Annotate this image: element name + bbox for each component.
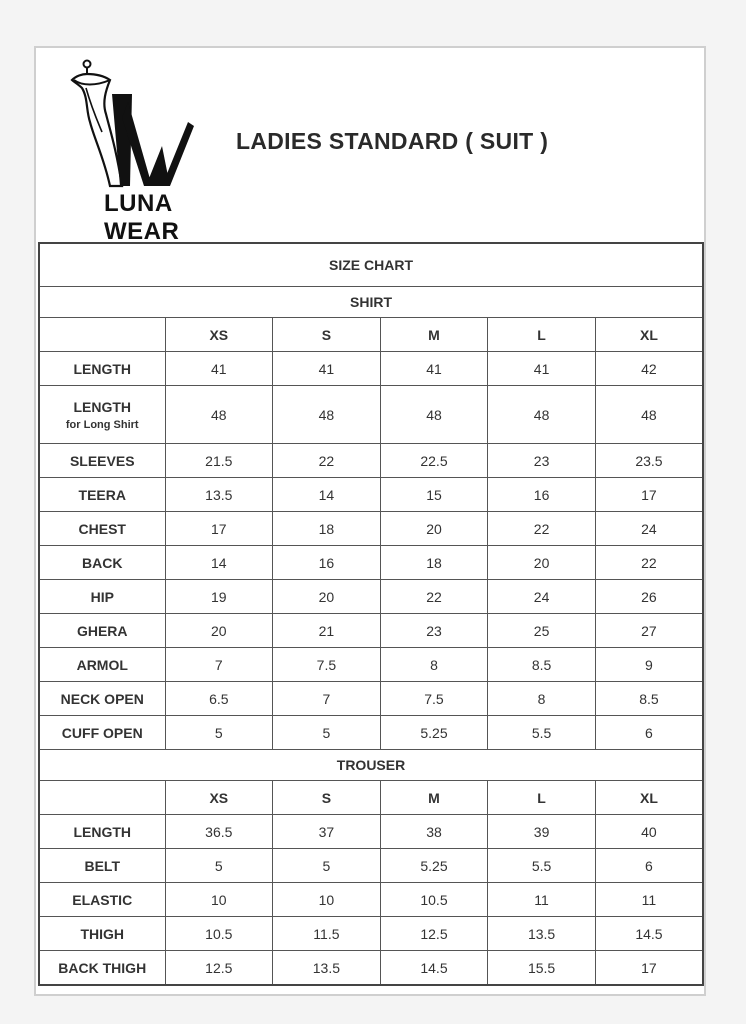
measurement-value: 41 [380, 352, 488, 386]
measurement-name: NECK OPEN [60, 690, 144, 707]
measurement-value: 23 [488, 444, 596, 478]
measurement-label [39, 648, 165, 682]
measurement-value: 41 [165, 352, 273, 386]
measurement-value: 14 [165, 546, 273, 580]
measurement-value: 48 [165, 386, 273, 444]
measurement-label [39, 815, 165, 849]
measurement-name: BACK [82, 554, 123, 571]
measurement-value: 22 [488, 512, 596, 546]
measurement-value: 6.5 [165, 682, 273, 716]
measurement-value: 8.5 [595, 682, 703, 716]
corner-cell [39, 318, 165, 352]
size-header-m: M [380, 318, 488, 352]
measurement-value: 9 [595, 648, 703, 682]
measurement-value: 41 [273, 352, 381, 386]
measurement-name: LENGTH [73, 360, 132, 377]
measurement-value: 21.5 [165, 444, 273, 478]
size-header-s: S [273, 781, 381, 815]
measurement-value: 21 [273, 614, 381, 648]
measurement-value: 6 [595, 849, 703, 883]
measurement-value: 20 [488, 546, 596, 580]
measurement-value: 48 [380, 386, 488, 444]
measurement-name: BACK THIGH [58, 959, 147, 976]
measurement-name: GHERA [76, 622, 128, 639]
measurement-value: 40 [595, 815, 703, 849]
measurement-value: 17 [165, 512, 273, 546]
measurement-value: 19 [165, 580, 273, 614]
table-row [39, 682, 703, 716]
measurement-value: 5.25 [380, 716, 488, 750]
measurement-value: 17 [595, 951, 703, 986]
measurement-label [39, 614, 165, 648]
measurement-value: 24 [488, 580, 596, 614]
measurement-value: 23.5 [595, 444, 703, 478]
measurement-value: 7.5 [273, 648, 381, 682]
measurement-value: 7.5 [380, 682, 488, 716]
measurement-value: 5.25 [380, 849, 488, 883]
measurement-value: 42 [595, 352, 703, 386]
measurement-value: 7 [165, 648, 273, 682]
measurement-name: CUFF OPEN [61, 724, 143, 741]
measurement-value: 16 [488, 478, 596, 512]
measurement-value: 37 [273, 815, 381, 849]
measurement-value: 41 [488, 352, 596, 386]
measurement-value: 22 [595, 546, 703, 580]
measurement-value: 12.5 [380, 917, 488, 951]
table-row [39, 386, 703, 444]
measurement-value: 5.5 [488, 849, 596, 883]
table-row [39, 614, 703, 648]
measurement-value: 36.5 [165, 815, 273, 849]
size-header-m: M [380, 781, 488, 815]
measurement-value: 20 [273, 580, 381, 614]
table-row [39, 951, 703, 986]
measurement-value: 25 [488, 614, 596, 648]
measurement-value: 10 [273, 883, 381, 917]
measurement-value: 13.5 [273, 951, 381, 986]
measurement-value: 11 [595, 883, 703, 917]
measurement-label [39, 478, 165, 512]
measurement-value: 7 [273, 682, 381, 716]
measurement-label [39, 546, 165, 580]
table-row [39, 883, 703, 917]
measurement-value: 18 [380, 546, 488, 580]
corner-cell [39, 781, 165, 815]
measurement-value: 11 [488, 883, 596, 917]
measurement-label [39, 444, 165, 478]
measurement-value: 24 [595, 512, 703, 546]
measurement-value: 13.5 [165, 478, 273, 512]
measurement-value: 5 [273, 716, 381, 750]
measurement-value: 5 [165, 849, 273, 883]
measurement-name: ARMOL [76, 656, 128, 673]
measurement-name: LENGTH [73, 398, 132, 415]
table-row [39, 716, 703, 750]
measurement-value: 14.5 [380, 951, 488, 986]
measurement-label [39, 883, 165, 917]
measurement-value: 13.5 [488, 917, 596, 951]
measurement-name: HIP [90, 588, 114, 605]
size-chart-table [38, 242, 704, 986]
table-row [39, 546, 703, 580]
table-row [39, 478, 703, 512]
trouser-section-header: TROUSER [39, 750, 703, 781]
measurement-value: 8.5 [488, 648, 596, 682]
measurement-sublabel: for Long Shirt [65, 418, 139, 431]
table-row [39, 648, 703, 682]
measurement-value: 10.5 [380, 883, 488, 917]
size-header-xs: XS [165, 781, 273, 815]
size-header-l: L [488, 781, 596, 815]
table-row [39, 352, 703, 386]
measurement-value: 12.5 [165, 951, 273, 986]
measurement-label [39, 849, 165, 883]
measurement-value: 23 [380, 614, 488, 648]
measurement-value: 38 [380, 815, 488, 849]
measurement-label [39, 951, 165, 986]
shirt-size-header-row [39, 318, 703, 352]
measurement-value: 8 [488, 682, 596, 716]
measurement-value: 20 [380, 512, 488, 546]
measurement-label [39, 352, 165, 386]
table-row [39, 512, 703, 546]
measurement-value: 8 [380, 648, 488, 682]
measurement-value: 48 [488, 386, 596, 444]
measurement-value: 22 [380, 580, 488, 614]
size-header-l: L [488, 318, 596, 352]
shirt-section-header: SHIRT [39, 287, 703, 318]
size-header-xl: XL [595, 781, 703, 815]
measurement-value: 5 [273, 849, 381, 883]
brand-name: LUNA WEAR [104, 190, 180, 245]
chart-title: SIZE CHART [39, 243, 703, 287]
measurement-label [39, 682, 165, 716]
measurement-name: CHEST [78, 520, 126, 537]
measurement-value: 6 [595, 716, 703, 750]
measurement-value: 16 [273, 546, 381, 580]
measurement-value: 27 [595, 614, 703, 648]
measurement-label [39, 917, 165, 951]
measurement-value: 15 [380, 478, 488, 512]
measurement-name: BELT [84, 857, 120, 874]
measurement-value: 48 [273, 386, 381, 444]
measurement-value: 22 [273, 444, 381, 478]
measurement-name: SLEEVES [69, 452, 135, 469]
page-title: LADIES STANDARD ( SUIT ) [236, 128, 549, 154]
table-row [39, 917, 703, 951]
measurement-value: 14 [273, 478, 381, 512]
measurement-value: 22.5 [380, 444, 488, 478]
size-header-xl: XL [595, 318, 703, 352]
size-header-s: S [273, 318, 381, 352]
measurement-label [39, 512, 165, 546]
measurement-value: 18 [273, 512, 381, 546]
table-row [39, 580, 703, 614]
measurement-value: 39 [488, 815, 596, 849]
measurement-value: 10 [165, 883, 273, 917]
measurement-name: ELASTIC [72, 891, 133, 908]
table-row [39, 444, 703, 478]
measurement-value: 5.5 [488, 716, 596, 750]
trouser-size-header-row [39, 781, 703, 815]
measurement-name: THIGH [80, 925, 125, 942]
table-row [39, 815, 703, 849]
measurement-value: 48 [595, 386, 703, 444]
table-row [39, 849, 703, 883]
measurement-value: 11.5 [273, 917, 381, 951]
measurement-value: 15.5 [488, 951, 596, 986]
measurement-name: LENGTH [73, 823, 132, 840]
measurement-label [39, 716, 165, 750]
measurement-label [39, 386, 165, 444]
measurement-label [39, 580, 165, 614]
size-header-xs: XS [165, 318, 273, 352]
measurement-value: 17 [595, 478, 703, 512]
measurement-name: TEERA [78, 486, 126, 503]
measurement-value: 10.5 [165, 917, 273, 951]
measurement-value: 20 [165, 614, 273, 648]
measurement-value: 5 [165, 716, 273, 750]
measurement-value: 26 [595, 580, 703, 614]
measurement-value: 14.5 [595, 917, 703, 951]
